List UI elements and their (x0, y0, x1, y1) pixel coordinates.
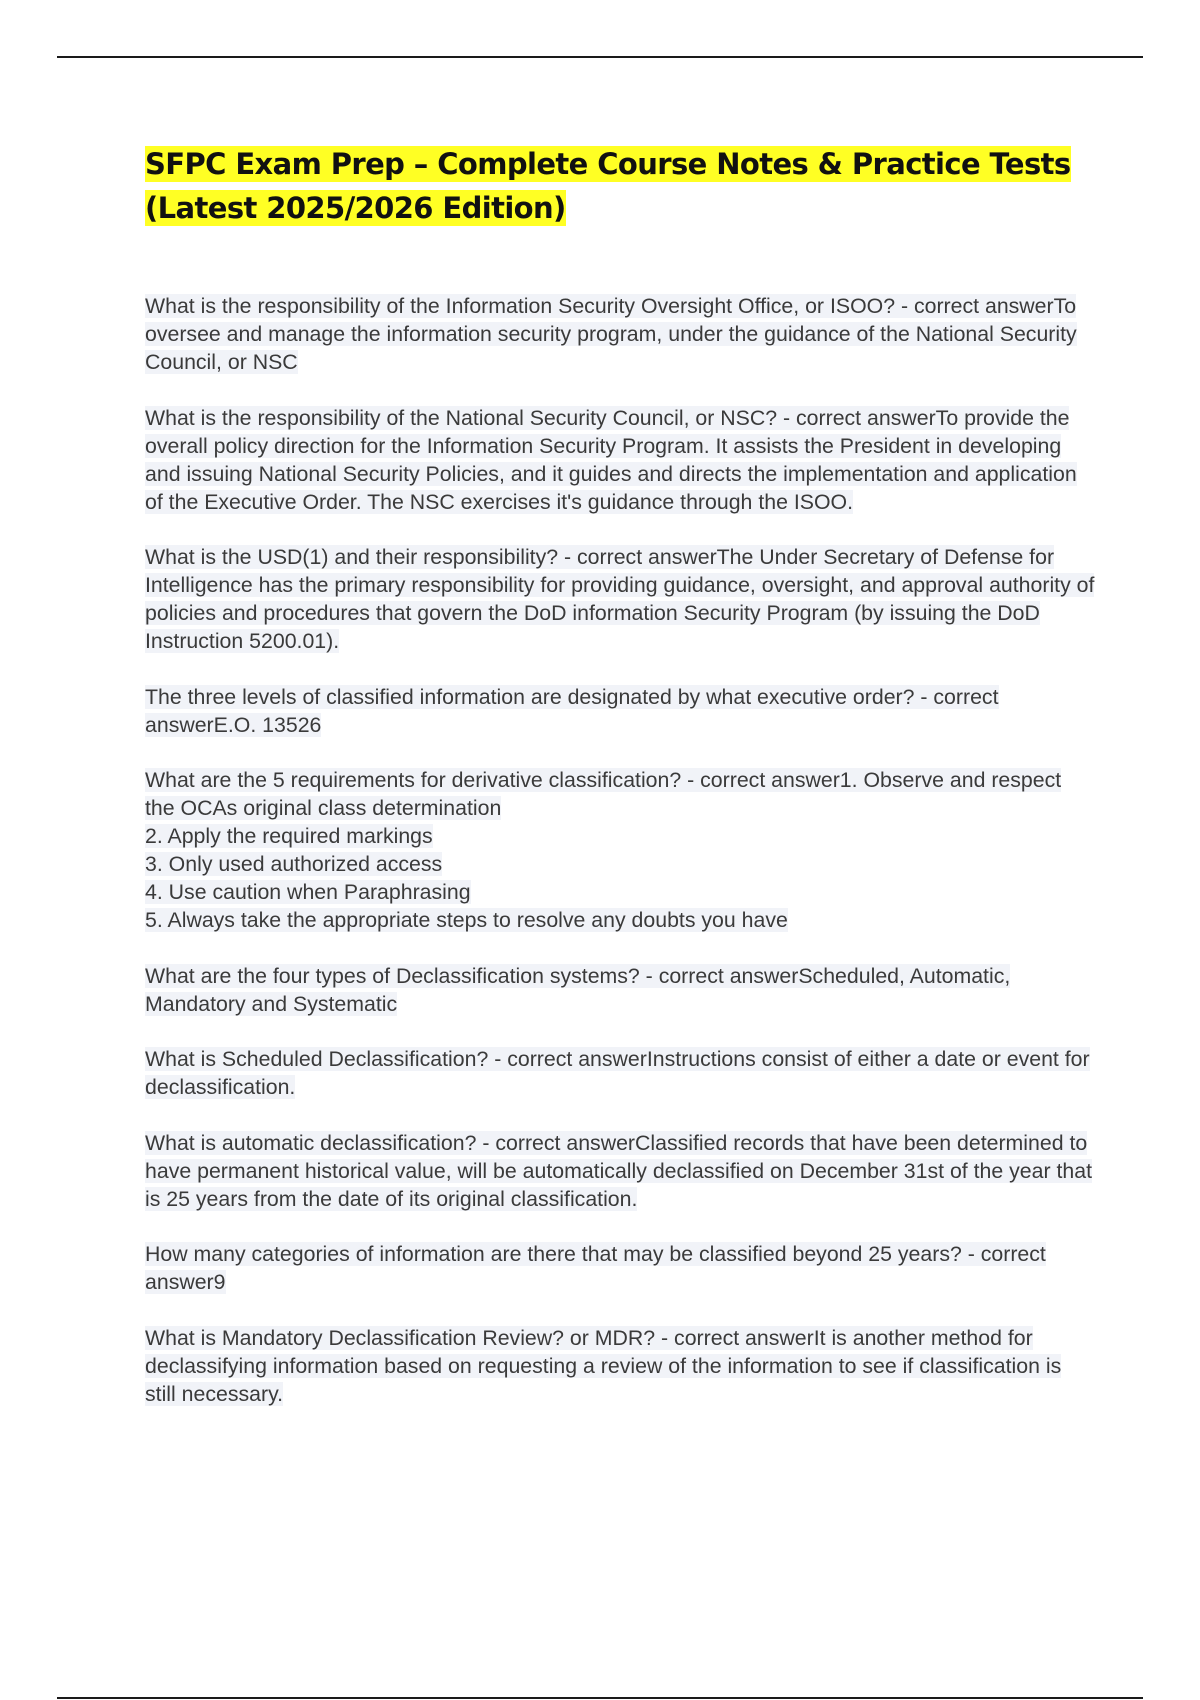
qa-item (145, 962, 1095, 1018)
qa-item-text: What is the responsibility of the National Security Council, or NSC? - correct answerTo provide the overall policy direction for the Information Security Program. It assists the President in developing and issuing National Security Policies, and it guides and directs the implementation and application of the Executive Order. The NSC exercises it's guidance through the ISOO. (145, 405, 1077, 514)
qa-item-text: What are the four types of Declassification systems? - correct answerScheduled, Automatic, Mandatory and Systematic (145, 963, 1011, 1016)
qa-item (145, 683, 1095, 739)
document-title (145, 142, 1095, 230)
document-title-text: SFPC Exam Prep – Complete Course Notes & Practice Tests (Latest 2025/2026 Edition) (145, 147, 1071, 225)
qa-item (145, 1129, 1095, 1213)
qa-item-text: What is the USD(1) and their responsibility? - correct answerThe Under Secretary of Defense for Intelligence has the primary responsibility for providing guidance, oversight, and approval authority of policies and procedures that govern the DoD information Security Program (by issuing the DoD Instruction 5200.01). (145, 545, 1095, 653)
qa-item-text: What is automatic declassification? - correct answerClassified records that have been determined to have permanent historical value, will be automatically declassified on December 31st of the year that is 25 years from the date of its original classification. (145, 1130, 1093, 1211)
qa-item (145, 404, 1095, 516)
qa-item (145, 1240, 1095, 1296)
qa-item (145, 1324, 1095, 1408)
qa-item (145, 292, 1095, 376)
qa-item (145, 1045, 1095, 1101)
qa-item-text: How many categories of information are there that may be classified beyond 25 years? - correct answer9 (145, 1242, 1046, 1294)
qa-item (145, 766, 1095, 934)
qa-item (145, 543, 1095, 655)
top-divider (57, 56, 1143, 58)
qa-item-text: What is Mandatory Declassification Review? or MDR? - correct answerIt is another method for declassifying information based on requesting a review of the information to see if classification is still necessary. (145, 1325, 1062, 1406)
bottom-divider (57, 1697, 1143, 1699)
qa-item-text: What is the responsibility of the Information Security Oversight Office, or ISOO? - correct answerTo oversee and manage the information security program, under the guidance of the National Security Council, or NSC (145, 294, 1077, 374)
qa-list (145, 292, 1095, 1408)
qa-item-text: What is Scheduled Declassification? - correct answerInstructions consist of either a date or event for declassification. (145, 1047, 1090, 1099)
document-body (145, 142, 1095, 1435)
qa-item-text: What are the 5 requirements for derivative classification? - correct answer1. Observe and respect the OCAs original class determination 2. Apply the required markings 3. Only used authorized access 4. Use caution when Paraphrasing 5. Always take the appropriate steps to resolve any doubts you have (145, 768, 1062, 932)
qa-item-text: The three levels of classified information are designated by what executive order? - correct answerE.O. 13526 (145, 684, 999, 737)
